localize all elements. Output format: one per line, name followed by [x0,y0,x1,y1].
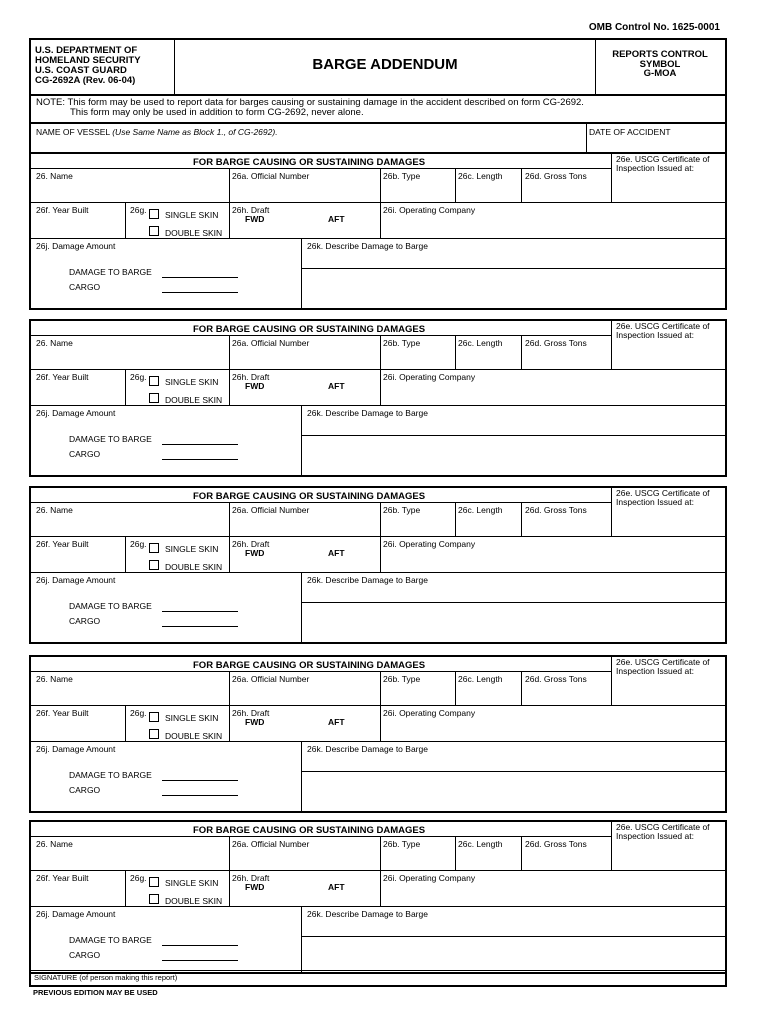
gross-tons-field[interactable]: 26d. Gross Tons [525,338,587,348]
divider [125,202,126,238]
length-field[interactable]: 26c. Length [458,674,503,684]
draft-aft-field[interactable]: AFT [328,882,345,892]
divider [31,202,725,203]
previous-edition-note: PREVIOUS EDITION MAY BE USED [33,988,158,997]
vessel-name-label: NAME OF VESSEL [36,127,110,137]
type-field[interactable]: 26b. Type [383,171,421,181]
barge-section [29,319,727,477]
describe-damage-field[interactable] [303,772,723,809]
divider [301,405,302,475]
divider [380,671,381,705]
divider [125,705,126,741]
divider [301,741,302,811]
double-skin-label: DOUBLE SKIN [165,731,223,741]
divider [380,202,381,238]
single-skin-checkbox[interactable] [149,209,159,219]
gross-tons-field[interactable]: 26d. Gross Tons [525,839,587,849]
draft-label: 26h. Draft [232,708,270,718]
divider [229,705,230,741]
divider [229,502,230,536]
skin-type-label: 26g. [130,708,147,718]
divider [125,536,126,572]
rcs-line: SYMBOL [639,58,681,70]
draft-label: 26h. Draft [232,372,270,382]
draft-aft-field[interactable]: AFT [328,214,345,224]
damage-to-barge-input[interactable] [162,780,238,781]
uscg-certificate-label: Inspection Issued at: [616,497,694,507]
agency-block [35,46,173,86]
describe-damage-field[interactable] [303,436,723,473]
double-skin-label: DOUBLE SKIN [165,562,223,572]
uscg-certificate-field[interactable] [616,658,710,676]
skin-type-label: 26g. [130,205,147,215]
omb-control-number: OMB Control No. 1625-0001 [588,22,720,33]
official-number-field[interactable]: 26a. Official Number [232,171,310,181]
cargo-input[interactable] [162,459,238,460]
draft-label: 26h. Draft [232,873,270,883]
draft-fwd-field[interactable]: FWD [245,381,265,391]
section-heading: FOR BARGE CAUSING OR SUSTAINING DAMAGES [193,157,426,168]
reports-control-symbol [596,50,724,79]
agency-line: U.S. COAST GUARD [35,65,127,76]
double-skin-checkbox[interactable] [149,393,159,403]
length-field[interactable]: 26c. Length [458,839,503,849]
divider [125,369,126,405]
name-field[interactable]: 26. Name [36,171,73,181]
divider [521,671,522,705]
rcs-line: REPORTS CONTROL [612,49,708,60]
divider [31,369,725,370]
cargo-input[interactable] [162,626,238,627]
form-header [29,38,727,96]
form-number: CG-2692A (Rev. 06-04) [35,75,136,86]
rcs-line: G-MOA [643,68,677,79]
official-number-field[interactable]: 26a. Official Number [232,338,310,348]
describe-damage-field[interactable] [303,937,723,970]
name-field[interactable]: 26. Name [36,839,73,849]
divider [229,335,230,369]
barge-section [29,655,727,813]
divider [301,906,302,972]
divider [455,168,456,202]
divider [380,168,381,202]
divider [521,502,522,536]
damage-to-barge-label: DAMAGE TO BARGE [69,601,152,611]
operating-company-field[interactable]: 26i. Operating Company [383,873,476,883]
barge-section [29,152,727,310]
uscg-certificate-label: Inspection Issued at: [616,831,694,841]
cargo-label: CARGO [69,282,101,292]
vessel-name-field[interactable] [36,127,278,137]
divider [31,705,725,706]
uscg-certificate-label: Inspection Issued at: [616,330,694,340]
divider [125,870,126,906]
cargo-input[interactable] [162,292,238,293]
type-field[interactable]: 26b. Type [383,839,421,849]
draft-fwd-field[interactable]: FWD [245,548,265,558]
double-skin-label: DOUBLE SKIN [165,896,223,906]
gross-tons-field[interactable]: 26d. Gross Tons [525,505,587,515]
official-number-field[interactable]: 26a. Official Number [232,674,310,684]
divider [229,536,230,572]
damage-to-barge-label: DAMAGE TO BARGE [69,434,152,444]
divider [229,202,230,238]
damage-to-barge-input[interactable] [162,945,238,946]
double-skin-checkbox[interactable] [149,894,159,904]
draft-fwd-field[interactable]: FWD [245,214,265,224]
single-skin-checkbox[interactable] [149,712,159,722]
uscg-certificate-field[interactable] [616,823,710,841]
divider [611,321,612,369]
draft-label: 26h. Draft [232,205,270,215]
divider [380,870,381,906]
divider [31,870,725,871]
draft-aft-field[interactable]: AFT [328,381,345,391]
divider [380,369,381,405]
year-built-field[interactable]: 26f. Year Built [36,873,89,883]
divider [229,369,230,405]
cargo-label: CARGO [69,449,101,459]
single-skin-label: SINGLE SKIN [165,210,219,220]
cargo-label: CARGO [69,616,101,626]
uscg-certificate-field[interactable] [616,489,710,507]
divider [521,836,522,870]
draft-aft-field[interactable]: AFT [328,717,345,727]
divider [455,335,456,369]
agency-line: HOMELAND SECURITY [35,55,141,66]
date-of-accident-field[interactable]: DATE OF ACCIDENT [589,127,671,137]
damage-to-barge-input[interactable] [162,611,238,612]
divider [31,741,725,742]
describe-damage-label: 26k. Describe Damage to Barge [307,408,428,418]
operating-company-field[interactable]: 26i. Operating Company [383,205,476,215]
form-title: BARGE ADDENDUM [312,56,458,73]
uscg-certificate-label: 26e. USCG Certificate of [616,822,710,832]
operating-company-field[interactable]: 26i. Operating Company [383,539,476,549]
divider [611,154,612,202]
describe-damage-label: 26k. Describe Damage to Barge [307,744,428,754]
divider [31,572,725,573]
length-field[interactable]: 26c. Length [458,338,503,348]
damage-to-barge-input[interactable] [162,444,238,445]
name-field[interactable]: 26. Name [36,674,73,684]
year-built-field[interactable]: 26f. Year Built [36,708,89,718]
section-heading: FOR BARGE CAUSING OR SUSTAINING DAMAGES [193,825,426,836]
name-field[interactable]: 26. Name [36,505,73,515]
signature-label: SIGNATURE (of person making this report) [34,973,178,982]
single-skin-label: SINGLE SKIN [165,713,219,723]
divider [31,335,611,336]
year-built-field[interactable]: 26f. Year Built [36,205,89,215]
damage-to-barge-label: DAMAGE TO BARGE [69,770,152,780]
skin-type-label: 26g. [130,372,147,382]
single-skin-checkbox[interactable] [149,543,159,553]
double-skin-checkbox[interactable] [149,560,159,570]
divider [31,671,611,672]
divider [455,502,456,536]
divider [611,822,612,870]
damage-amount-label: 26j. Damage Amount [36,575,116,585]
divider [31,536,725,537]
vessel-row [29,122,727,153]
uscg-certificate-label: 26e. USCG Certificate of [616,321,710,331]
note-line: This form may only be used in addition to form CG-2692, never alone. [70,107,364,118]
length-field[interactable]: 26c. Length [458,505,503,515]
single-skin-label: SINGLE SKIN [165,544,219,554]
divider [611,657,612,705]
uscg-certificate-field[interactable] [616,322,710,340]
divider [229,870,230,906]
signature-field[interactable] [29,970,727,987]
damage-amount-label: 26j. Damage Amount [36,744,116,754]
operating-company-field[interactable]: 26i. Operating Company [383,708,476,718]
divider [455,671,456,705]
official-number-field[interactable]: 26a. Official Number [232,505,310,515]
divider [380,836,381,870]
draft-fwd-field[interactable]: FWD [245,717,265,727]
operating-company-field[interactable]: 26i. Operating Company [383,372,476,382]
official-number-field[interactable]: 26a. Official Number [232,839,310,849]
divider [301,572,302,642]
divider [380,502,381,536]
divider [229,168,230,202]
section-heading: FOR BARGE CAUSING OR SUSTAINING DAMAGES [193,491,426,502]
gross-tons-field[interactable]: 26d. Gross Tons [525,171,587,181]
divider [31,168,611,169]
damage-to-barge-input[interactable] [162,277,238,278]
damage-to-barge-label: DAMAGE TO BARGE [69,267,152,277]
type-field[interactable]: 26b. Type [383,338,421,348]
uscg-certificate-label: 26e. USCG Certificate of [616,488,710,498]
skin-type-label: 26g. [130,539,147,549]
damage-amount-label: 26j. Damage Amount [36,909,116,919]
double-skin-checkbox[interactable] [149,226,159,236]
describe-damage-label: 26k. Describe Damage to Barge [307,909,428,919]
section-heading: FOR BARGE CAUSING OR SUSTAINING DAMAGES [193,324,426,335]
cargo-label: CARGO [69,785,101,795]
type-field[interactable]: 26b. Type [383,505,421,515]
divider [301,238,302,308]
divider [31,502,611,503]
note-block [29,92,727,122]
year-built-field[interactable]: 26f. Year Built [36,539,89,549]
divider [380,705,381,741]
single-skin-checkbox[interactable] [149,376,159,386]
uscg-certificate-label: 26e. USCG Certificate of [616,154,710,164]
uscg-certificate-label: Inspection Issued at: [616,163,694,173]
note-line: NOTE: This form may be used to report data for barges causing or sustaining damage in the accident described on form CG-2692. [36,97,584,108]
year-built-field[interactable]: 26f. Year Built [36,372,89,382]
type-field[interactable]: 26b. Type [383,674,421,684]
double-skin-checkbox[interactable] [149,729,159,739]
divider [380,335,381,369]
cargo-input[interactable] [162,960,238,961]
divider [31,238,725,239]
double-skin-label: DOUBLE SKIN [165,395,223,405]
divider [455,836,456,870]
damage-to-barge-label: DAMAGE TO BARGE [69,935,152,945]
divider [611,488,612,536]
divider [229,836,230,870]
uscg-certificate-label: Inspection Issued at: [616,666,694,676]
skin-type-label: 26g. [130,873,147,883]
double-skin-label: DOUBLE SKIN [165,228,223,238]
divider [31,836,611,837]
single-skin-checkbox[interactable] [149,877,159,887]
describe-damage-field[interactable] [303,603,723,640]
agency-line: U.S. DEPARTMENT OF [35,45,138,56]
draft-aft-field[interactable]: AFT [328,548,345,558]
draft-fwd-field[interactable]: FWD [245,882,265,892]
draft-label: 26h. Draft [232,539,270,549]
single-skin-label: SINGLE SKIN [165,377,219,387]
damage-amount-label: 26j. Damage Amount [36,408,116,418]
divider [586,124,587,152]
divider [229,671,230,705]
gross-tons-field[interactable]: 26d. Gross Tons [525,674,587,684]
describe-damage-label: 26k. Describe Damage to Barge [307,241,428,251]
divider [521,168,522,202]
uscg-certificate-field[interactable] [616,155,710,173]
divider [31,906,725,907]
length-field[interactable]: 26c. Length [458,171,503,181]
barge-section [29,486,727,644]
describe-damage-field[interactable] [303,269,723,306]
damage-amount-label: 26j. Damage Amount [36,241,116,251]
barge-section [29,820,727,974]
section-heading: FOR BARGE CAUSING OR SUSTAINING DAMAGES [193,660,426,671]
single-skin-label: SINGLE SKIN [165,878,219,888]
divider [31,405,725,406]
vessel-name-hint: (Use Same Name as Block 1., of CG-2692). [112,127,278,137]
uscg-certificate-label: 26e. USCG Certificate of [616,657,710,667]
divider [380,536,381,572]
divider [521,335,522,369]
name-field[interactable]: 26. Name [36,338,73,348]
describe-damage-label: 26k. Describe Damage to Barge [307,575,428,585]
cargo-input[interactable] [162,795,238,796]
cargo-label: CARGO [69,950,101,960]
